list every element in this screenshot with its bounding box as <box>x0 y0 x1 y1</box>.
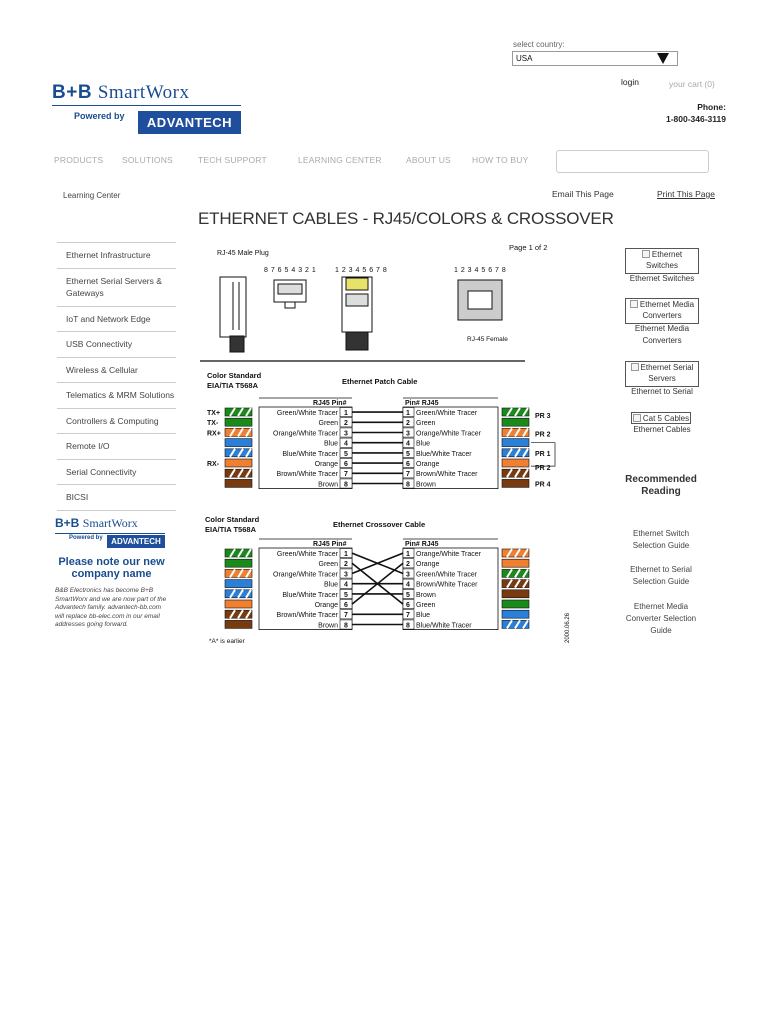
rec-link-serial-guide[interactable]: Ethernet to Serial Selection Guide <box>630 565 692 586</box>
phone-label: Phone: <box>697 102 726 112</box>
right-wire-swatch <box>502 469 529 477</box>
left-pin-number: 1 <box>344 410 348 417</box>
right-pin-number: 2 <box>406 561 410 569</box>
left-wire-label: Blue/White Tracer <box>282 591 338 599</box>
left-pin-number: 1 <box>344 551 348 558</box>
left-pin-number: 4 <box>344 581 348 589</box>
logo-rule <box>52 105 241 106</box>
sidebar <box>57 242 176 511</box>
nav-learning-center[interactable]: LEARNING CENTER <box>298 155 382 165</box>
left-pin-number: 6 <box>344 602 348 609</box>
left-pin-number: 2 <box>344 561 348 569</box>
signal-label: RX- <box>207 461 220 468</box>
right-wire-swatch <box>502 620 529 628</box>
broken-image-icon <box>630 300 638 308</box>
dropdown-arrow-icon <box>657 53 669 64</box>
country-label: select country: <box>513 40 565 49</box>
pair-label: PR 3 <box>535 413 551 421</box>
header-left: RJ45 Pin# <box>313 541 347 548</box>
ethernet-switches-caption[interactable]: Ethernet Switches <box>629 274 695 283</box>
left-pin-number: 5 <box>344 591 348 599</box>
left-wire-swatch <box>225 479 252 487</box>
left-wire-label: Brown <box>318 622 338 630</box>
promo-advantech-logo: ADVANTECH <box>107 535 165 548</box>
advantech-logo: ADVANTECH <box>138 111 241 134</box>
sidebar-item-bicsi[interactable]: BICSI <box>57 484 176 511</box>
right-wire-label: Blue <box>416 612 431 620</box>
left-wire-swatch <box>225 449 252 457</box>
broken-image-icon <box>642 250 650 258</box>
right-wire-swatch <box>502 449 529 457</box>
right-wire-swatch <box>502 559 529 567</box>
right-wire-swatch <box>502 428 529 436</box>
broken-image-icon <box>633 414 641 422</box>
right-wire-swatch <box>502 408 529 416</box>
right-wire-label: Orange/White Tracer <box>416 430 481 438</box>
left-pin-number: 3 <box>344 430 348 438</box>
promo-headline: Please note our new company name <box>58 556 165 580</box>
left-wire-swatch <box>225 428 252 436</box>
right-pin-number: 1 <box>406 410 410 417</box>
logo-powered-by: Powered by <box>74 111 125 121</box>
right-wire-label: Blue <box>416 440 431 448</box>
rebrand-promo <box>55 516 168 628</box>
left-pin-number: 3 <box>344 571 348 579</box>
cable-diagram-svg <box>195 240 575 650</box>
left-wire-swatch <box>225 559 252 567</box>
nav-tech-support[interactable]: TECH SUPPORT <box>198 155 267 165</box>
right-wire-label: Orange/White Tracer <box>416 551 481 558</box>
nav-products[interactable]: PRODUCTS <box>54 155 104 165</box>
right-wire-swatch <box>502 590 529 598</box>
left-wire-label: Blue/White Tracer <box>282 450 338 458</box>
right-wire-swatch <box>502 549 529 557</box>
pins-reversed: 8 7 6 5 4 3 2 1 <box>264 267 317 274</box>
ethernet-media-converters-image[interactable]: Ethernet Media Converters <box>625 298 699 324</box>
promo-brand: B+B SmartWorx <box>55 516 138 530</box>
left-wire-label: Blue <box>323 581 338 589</box>
left-wire-swatch <box>225 580 252 588</box>
sidebar-item-controllers[interactable]: Controllers & Computing <box>57 408 176 434</box>
sidebar-item-telematics[interactable]: Telematics & MRM Solutions <box>57 382 176 408</box>
rj45-plug-front-icon <box>274 280 306 308</box>
promo-powered-by: Powered by <box>69 535 103 541</box>
left-pin-number: 7 <box>344 612 348 620</box>
date-stamp: 2000.06.26 <box>565 612 571 643</box>
left-wire-swatch <box>225 610 252 618</box>
right-wire-label: Brown/White Tracer <box>416 581 478 589</box>
sidebar-item-serial[interactable]: Serial Connectivity <box>57 459 176 485</box>
search-input[interactable] <box>556 150 709 173</box>
promo-body: B&B Electronics has become B+B SmartWorx and we are now part of the Advantech family. advantech-bb.com will replace bb-elec.com in our email addresses going forward. <box>55 587 167 628</box>
cart-link[interactable]: your cart (0) <box>669 79 715 89</box>
login-link[interactable]: login <box>621 77 639 87</box>
right-pin-number: 8 <box>406 481 410 489</box>
left-wire-swatch <box>225 620 252 628</box>
right-wire-swatch <box>502 439 529 447</box>
right-wire-label: Blue/White Tracer <box>416 622 472 630</box>
right-pin-number: 8 <box>406 622 410 630</box>
print-page-link[interactable]: Print This Page <box>657 189 715 199</box>
left-wire-swatch <box>225 459 252 467</box>
ethernet-cables-caption[interactable]: Ethernet Cables <box>633 425 691 434</box>
right-pin-number: 5 <box>406 450 410 458</box>
right-wire-label: Orange <box>416 561 440 569</box>
left-wire-swatch <box>225 549 252 557</box>
right-wire-swatch <box>502 479 529 487</box>
right-wire-swatch <box>502 569 529 577</box>
pair-label: PR 2 <box>535 431 551 439</box>
phone-number: 1-800-346-3119 <box>665 114 726 124</box>
right-pin-number: 4 <box>406 440 410 448</box>
logo-brand: B+B SmartWorx <box>52 82 190 103</box>
female-label: RJ-45 Female <box>467 336 508 343</box>
pair-label: PR 4 <box>535 481 551 489</box>
right-pin-number: 4 <box>406 581 410 589</box>
left-wire-label: Brown <box>318 481 338 489</box>
right-wire-label: Green <box>416 602 436 609</box>
right-wire-swatch <box>502 610 529 618</box>
patch-title: Ethernet Patch Cable <box>342 377 418 386</box>
cable-diagram <box>195 240 575 650</box>
recommended-reading-heading: Recommended Reading <box>625 474 697 497</box>
rj45-plug-side-icon <box>220 277 246 352</box>
sidebar-item-usb[interactable]: USB Connectivity <box>57 331 176 357</box>
right-wire-label: Blue/White Tracer <box>416 450 472 458</box>
cross-eia-label: EIA/TIA T568A <box>205 525 256 534</box>
left-pin-number: 5 <box>344 450 348 458</box>
right-wire-swatch <box>502 418 529 426</box>
pins-forward-plug: 1 2 3 4 5 6 7 8 <box>335 267 388 274</box>
right-wire-label: Brown <box>416 591 436 599</box>
right-wire-label: Green/White Tracer <box>416 571 478 579</box>
left-pin-number: 6 <box>344 461 348 468</box>
crossover-title: Ethernet Crossover Cable <box>333 520 426 529</box>
page-title: ETHERNET CABLES - RJ45/COLORS & CROSSOVER <box>198 209 614 228</box>
right-wire-swatch <box>502 580 529 588</box>
signal-label: TX+ <box>207 410 221 417</box>
left-wire-label: Green/White Tracer <box>276 410 338 417</box>
right-pin-number: 5 <box>406 591 410 599</box>
pair-label: PR 1 <box>535 450 551 458</box>
left-wire-label: Brown/White Tracer <box>276 471 338 479</box>
patch-cable-table <box>207 398 555 489</box>
left-wire-swatch <box>225 469 252 477</box>
ethernet-to-serial-caption[interactable]: Ethernet to Serial <box>631 387 693 396</box>
ethernet-switches-image[interactable]: Ethernet Switches <box>625 248 699 274</box>
rj45-plug-top-icon <box>342 277 372 350</box>
right-wire-label: Green/White Tracer <box>416 410 478 417</box>
signal-label: TX- <box>207 420 219 428</box>
left-wire-label: Green/White Tracer <box>276 551 338 558</box>
ethernet-media-converters-caption[interactable]: Ethernet Media Converters <box>634 324 690 345</box>
right-pin-number: 3 <box>406 430 410 438</box>
rec-link-switch-guide[interactable]: Ethernet Switch Selection Guide <box>632 529 690 550</box>
header-left: RJ45 Pin# <box>313 400 347 407</box>
crossover-cable-table <box>225 539 529 630</box>
left-wire-swatch <box>225 590 252 598</box>
header-right: Pin# RJ45 <box>405 400 439 407</box>
broken-image-icon <box>631 363 639 371</box>
main-nav <box>0 147 768 175</box>
sidebar-item-ethernet-serial-servers[interactable]: Ethernet Serial Servers & Gateways <box>57 268 176 306</box>
cat5-cables-image[interactable]: Cat 5 Cables <box>631 412 691 424</box>
right-pin-number: 7 <box>406 471 410 479</box>
sidebar-item-remote-io[interactable]: Remote I/O <box>57 433 176 459</box>
promo-rule <box>55 533 165 534</box>
left-wire-label: Brown/White Tracer <box>276 612 338 620</box>
breadcrumb[interactable]: Learning Center <box>63 191 121 200</box>
page-label: Page 1 of 2 <box>509 243 548 252</box>
left-wire-swatch <box>225 569 252 577</box>
right-wire-label: Brown/White Tracer <box>416 471 478 479</box>
right-wire-swatch <box>502 459 529 467</box>
ethernet-serial-servers-image[interactable]: Ethernet Serial Servers <box>625 361 699 387</box>
nav-about-us[interactable]: ABOUT US <box>406 155 451 165</box>
email-page-link[interactable]: Email This Page <box>552 189 614 199</box>
left-wire-label: Green <box>318 420 338 428</box>
header-right: Pin# RJ45 <box>405 541 439 548</box>
left-wire-swatch <box>225 408 252 416</box>
plug-label: RJ-45 Male Plug <box>217 250 269 257</box>
right-wire-swatch <box>502 600 529 608</box>
left-pin-number: 7 <box>344 471 348 479</box>
left-wire-label: Orange <box>314 602 338 609</box>
patch-color-standard: Color Standard <box>207 371 262 380</box>
right-pin-number: 3 <box>406 571 410 579</box>
nav-how-to-buy[interactable]: HOW TO BUY <box>472 155 529 165</box>
left-wire-swatch <box>225 600 252 608</box>
left-wire-swatch <box>225 439 252 447</box>
pins-forward-jack: 1 2 3 4 5 6 7 8 <box>454 267 507 274</box>
cross-color-standard: Color Standard <box>205 515 260 524</box>
right-pin-number: 6 <box>406 602 410 609</box>
footnote: *A* is earlier <box>209 638 245 645</box>
right-wire-label: Green <box>416 420 436 428</box>
left-pin-number: 8 <box>344 622 348 630</box>
country-select[interactable] <box>512 51 678 66</box>
left-wire-label: Orange/White Tracer <box>273 571 338 579</box>
nav-solutions[interactable]: SOLUTIONS <box>122 155 173 165</box>
left-wire-swatch <box>225 418 252 426</box>
site-logo[interactable] <box>52 82 242 137</box>
country-value: USA <box>516 54 533 63</box>
patch-eia-label: EIA/TIA T568A <box>207 381 258 390</box>
right-pin-number: 6 <box>406 461 410 468</box>
right-pin-number: 7 <box>406 612 410 620</box>
sidebar-item-ethernet-infrastructure[interactable]: Ethernet Infrastructure <box>57 242 176 268</box>
right-pin-number: 1 <box>406 551 410 558</box>
sidebar-item-iot[interactable]: IoT and Network Edge <box>57 306 176 332</box>
left-wire-label: Green <box>318 561 338 569</box>
left-wire-label: Orange/White Tracer <box>273 430 338 438</box>
right-wire-label: Orange <box>416 461 440 468</box>
pair-label: PR 2 <box>535 465 551 473</box>
left-pin-number: 2 <box>344 420 348 428</box>
left-pin-number: 8 <box>344 481 348 489</box>
right-wire-label: Brown <box>416 481 436 489</box>
rj45-jack-icon <box>458 280 502 320</box>
sidebar-item-wireless[interactable]: Wireless & Cellular <box>57 357 176 383</box>
rec-link-media-converter-guide[interactable]: Ethernet Media Converter Selection Guide <box>625 602 697 635</box>
signal-label: RX+ <box>207 430 221 438</box>
left-pin-number: 4 <box>344 440 348 448</box>
left-wire-label: Orange <box>314 461 338 468</box>
right-pin-number: 2 <box>406 420 410 428</box>
left-wire-label: Blue <box>323 440 338 448</box>
